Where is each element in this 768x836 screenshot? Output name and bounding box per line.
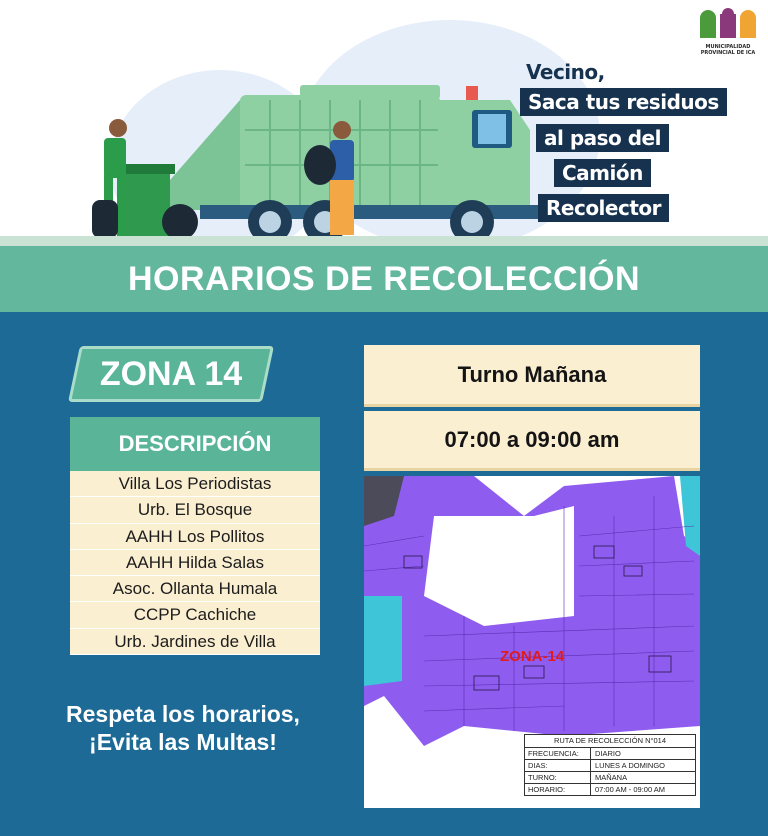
municipality-name [690,44,766,56]
legend-value: LUNES A DOMINGO [595,761,666,770]
slogan-line: Saca tus residuos [520,88,727,116]
garbage-truck-icon [170,85,540,244]
list-item: Villa Los Periodistas [70,471,320,497]
legend-key: TURNO: [525,772,591,783]
footer-line: Respeta los horarios, [66,701,300,727]
list-item: Asoc. Ollanta Humala [70,576,320,602]
list-item: AAHH Hilda Salas [70,550,320,576]
footer-line: ¡Evita las Multas! [89,729,277,755]
list-item: AAHH Los Pollitos [70,524,320,550]
page-title: HORARIOS DE RECOLECCIÓN [127,260,641,298]
legend-row [525,760,695,772]
shift-hours: 07:00 a 09:00 am [364,411,700,471]
logo-caption-line: PROVINCIAL DE ICA [700,50,756,56]
legend-key: DIAS: [525,760,591,771]
legend-value: MAÑANA [595,773,628,782]
list-item: CCPP Cachiche [70,602,320,628]
slogan-line: Vecino, [526,60,605,84]
slogan-line: Camión [554,159,651,187]
legend-value: DIARIO [595,749,621,758]
slogan-line: Recolector [538,194,669,222]
logo-caption-line: MUNICIPALIDAD [705,44,751,50]
description-list [70,471,320,655]
footer-message [28,700,338,756]
slogan-line: al paso del [536,124,669,152]
list-item: Urb. El Bosque [70,497,320,523]
legend-row [525,784,695,795]
worker-icon [92,119,127,238]
legend-key: FRECUENCIA: [525,748,591,759]
legend-row [525,772,695,784]
route-map [364,476,700,808]
list-item: Urb. Jardines de Villa [70,629,320,655]
legend-key: HORARIO: [525,784,591,795]
description-heading [70,417,320,471]
route-legend [524,734,696,796]
header-illustration [0,0,768,246]
legend-title: RUTA DE RECOLECCIÓN N°014 [525,735,695,748]
zone-badge: ZONA 14 [99,355,243,393]
description-heading-label: DESCRIPCIÓN [118,431,272,456]
legend-value: 07:00 AM - 09:00 AM [595,785,666,794]
legend-row [525,748,695,760]
shift-label: Turno Mañana [364,345,700,407]
map-zone-label: ZONA-14 [500,648,565,665]
